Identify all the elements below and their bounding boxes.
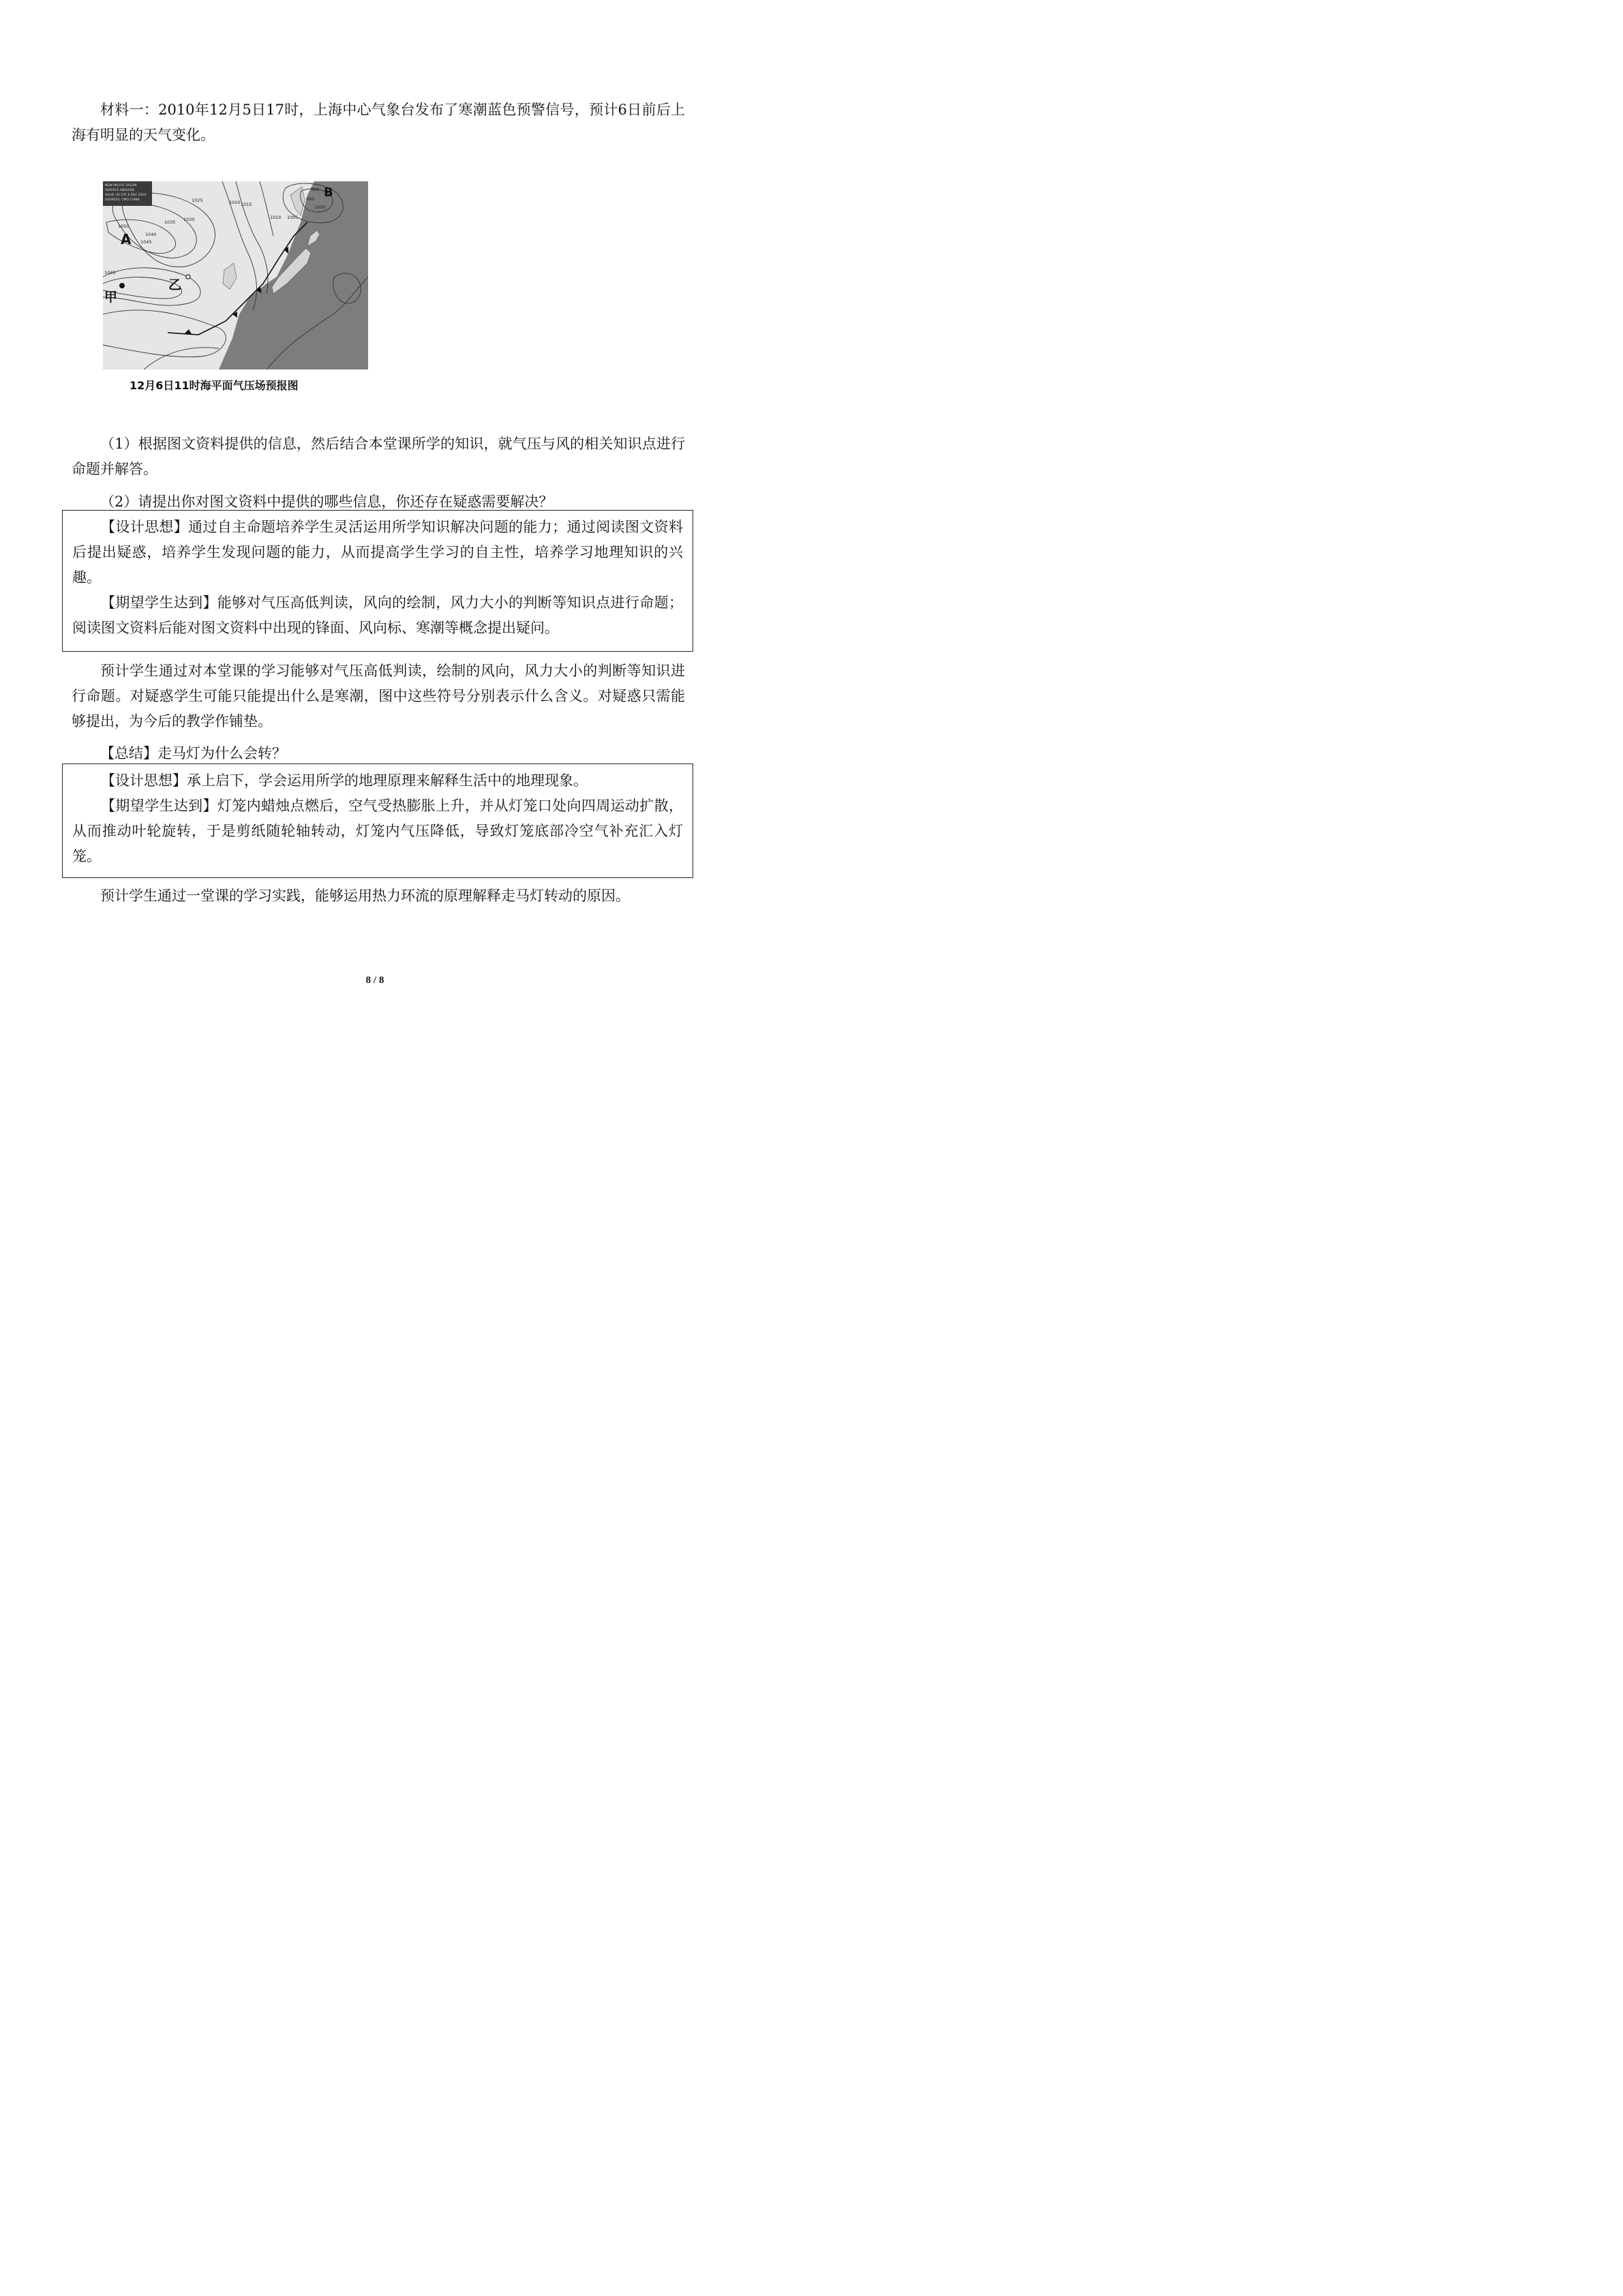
- design-box-1: [62, 510, 693, 652]
- isobar-label: 1000: [314, 205, 326, 210]
- isobar-label: 1010: [270, 215, 282, 220]
- label-a: A: [121, 231, 132, 247]
- design-thought-2: 【设计思想】承上启下，学会运用所学的地理原理来解释生活中的地理现象。: [101, 772, 588, 789]
- legend-line-2: SURFACE ANALYSIS: [105, 189, 135, 192]
- isobar-label: 1005: [287, 215, 299, 220]
- design-box-2: [62, 764, 693, 878]
- isobar-label: 990: [311, 187, 320, 192]
- isobar-label: 1050: [118, 224, 130, 229]
- expected-outcome-2: 【期望学生达到】灯笼内蜡烛点燃后，空气受热膨胀上升，并从灯笼口处向四周运动扩散，从而推动叶轮旋转，于是剪纸随轮轴转动，灯笼内气压降低，导致灯笼底部冷空气补充汇入灯笼。: [72, 798, 683, 864]
- isobar-label: 1040: [145, 232, 157, 237]
- pressure-map: [103, 181, 368, 369]
- isobar-label: 1045: [104, 270, 116, 275]
- map-caption: 12月6日11时海平面气压场预报图: [130, 379, 299, 392]
- label-b: B: [324, 185, 333, 200]
- pressure-map-graphic: [103, 181, 368, 369]
- question-1: （1）根据图文资料提供的信息，然后结合本堂课所学的知识，就气压与风的相关知识点进行命题并解答。: [72, 436, 685, 477]
- question-2: （2）请提出你对图文资料中提供的哪些信息，你还存在疑惑需要解决？: [100, 494, 553, 510]
- design-thought-1: 【设计思想】通过自主命题培养学生灵活运用所学知识解决问题的能力；通过阅读图文资料后提出疑惑，培养学生发现问题的能力，从而提高学生学习的自主性，培养学习地理知识的兴趣。: [72, 519, 683, 586]
- document-page: [0, 0, 750, 1061]
- legend-line-3: VALID: 00 UTC 6 DEC 2010: [105, 194, 147, 197]
- isobar-label: 995: [306, 196, 315, 202]
- expected-outcome-1: 【期望学生达到】能够对气压高低判读，风向的绘制，风力大小的判断等知识点进行命题；阅读图文资料后能对图文资料中出现的锋面、风向标、寒潮等概念提出疑问。: [72, 594, 683, 636]
- prediction-paragraph-2: 预计学生通过一堂课的学习实践，能够运用热力环流的原理解释走马灯转动的原因。: [100, 888, 630, 904]
- summary-heading: 【总结】走马灯为什么会转？: [100, 745, 286, 761]
- label-jia: 甲: [104, 290, 118, 305]
- page-number: 8 / 8: [365, 975, 384, 986]
- material-paragraph: 材料一：2010年12月5日17时，上海中心气象台发布了寒潮蓝色预警信号，预计6日前后上海有明显的天气变化。: [72, 102, 685, 143]
- isobar-label: 1025: [192, 198, 203, 203]
- isobar-label: 1020: [229, 200, 241, 205]
- label-yi: 乙: [168, 277, 182, 292]
- isobar-label: 1045: [140, 239, 152, 245]
- legend-line-4: SOURCES: CMO CHINA: [105, 198, 140, 202]
- isobar-label: 1035: [164, 220, 176, 225]
- isobar-label: 1030: [183, 217, 195, 222]
- prediction-paragraph-1: 预计学生通过对本堂课的学习能够对气压高低判读，绘制的风向，风力大小的判断等知识进行命题。对疑惑学生可能只能提出什么是寒潮，图中这些符号分别表示什么含义。对疑惑只需能够提出，为今后的教学作铺垫。: [72, 663, 685, 729]
- isobar-label: 1015: [241, 202, 252, 207]
- legend-line-1: NEW PACIFIC OCEAN: [105, 184, 137, 187]
